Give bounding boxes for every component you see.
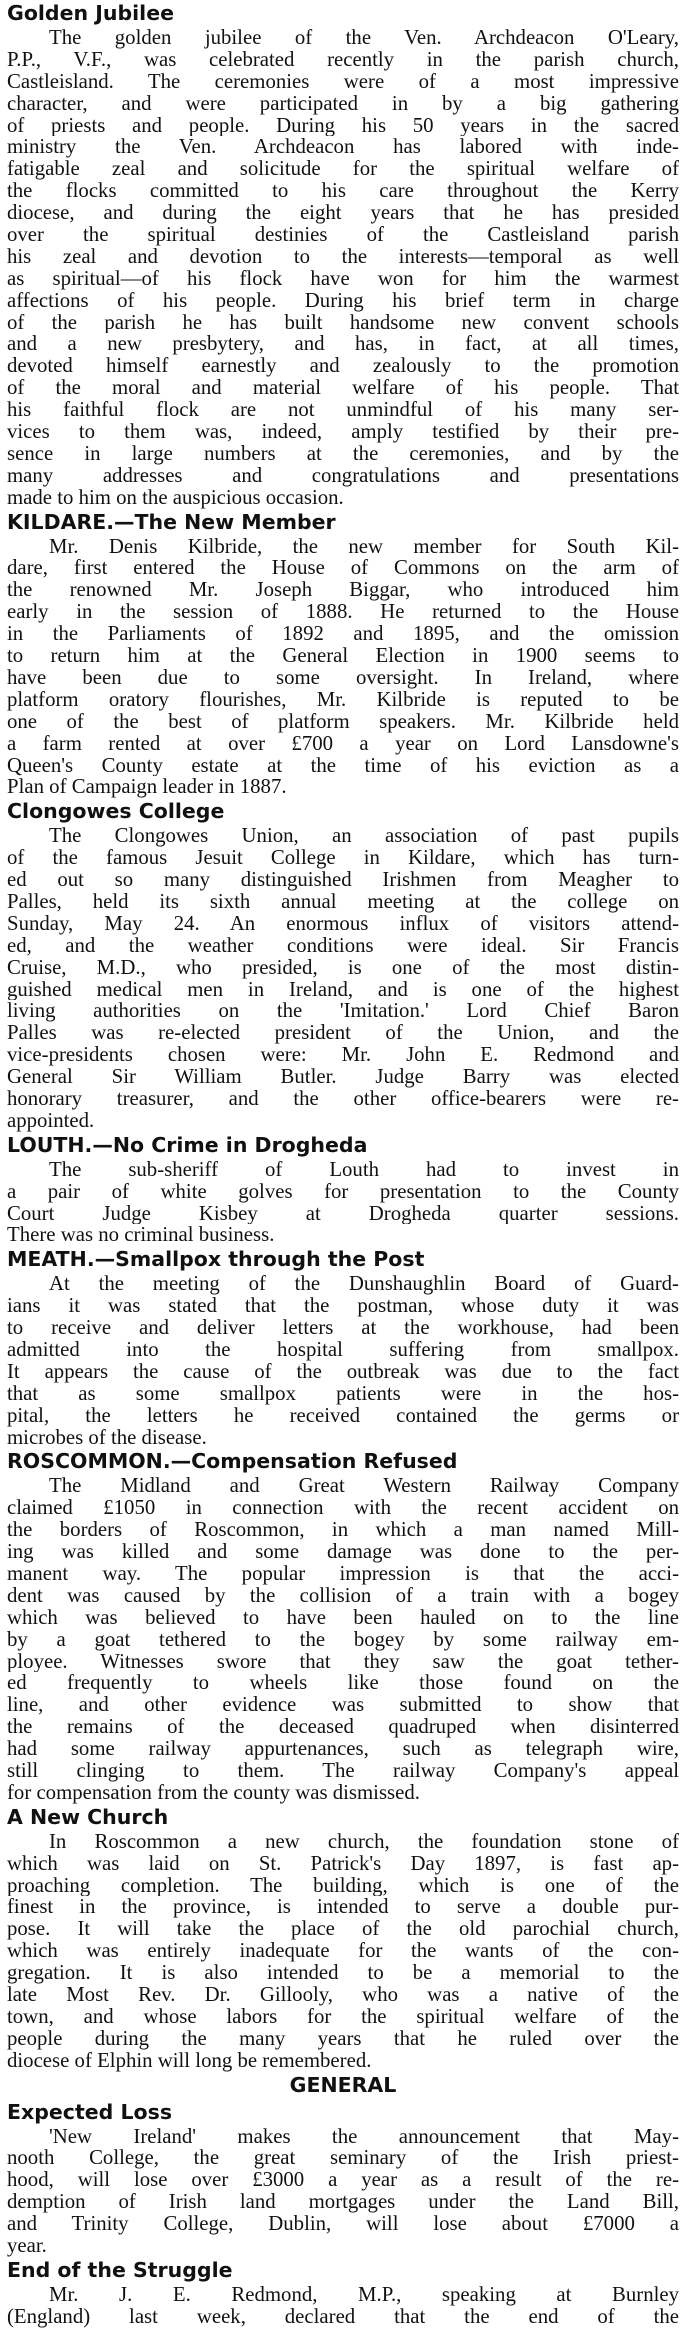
text-line: for compensation from the county was dismissed. bbox=[7, 1781, 420, 1804]
text-line: in the Parliaments of 1892 and 1895, and the omission bbox=[7, 623, 679, 646]
text-line: ed out so many distinguished Irishmen from Meagher to bbox=[7, 869, 679, 891]
text-line: over the spiritual destinies of the Castleisland parish bbox=[7, 224, 679, 246]
text-line: diocese, and during the eight years that he has presided bbox=[7, 202, 679, 225]
text-line: to receive and deliver letters at the workhouse, had been bbox=[7, 1317, 679, 1339]
text-line: town, and whose labors for the spiritual welfare of the bbox=[7, 2005, 679, 2028]
text-line: have been due to some oversight. In Ireland, where bbox=[7, 666, 679, 689]
article bbox=[7, 2099, 679, 2257]
text-line: the flocks committed to his care throughout the Kerry bbox=[7, 180, 679, 203]
text-line: the borders of Roscommon, in which a man named Mill- bbox=[7, 1519, 679, 1542]
article bbox=[7, 1448, 679, 1803]
text-line: demption of Irish land mortgages under the Land Bill, bbox=[7, 2191, 679, 2214]
text-line: ed, and the weather conditions were ideal. Sir Francis bbox=[7, 934, 679, 957]
text-line: At the meeting of the Dunshaughlin Board of Guard- bbox=[49, 1273, 679, 1296]
text-line: Queen's County estate at the time of his eviction as a bbox=[7, 754, 679, 777]
text-line: sence in large numbers at the ceremonies, and by the bbox=[7, 442, 679, 465]
text-line: Court Judge Kisbey at Drogheda quarter sessions. bbox=[7, 1202, 679, 1225]
article-heading: End of the Struggle bbox=[7, 2257, 233, 2282]
text-line: to return him at the General Election in 1900 seems to bbox=[7, 645, 679, 667]
article-body bbox=[7, 1273, 679, 1448]
text-line: affections of his people. During his brief term in charge bbox=[7, 289, 679, 312]
article-heading: Clongowes College bbox=[7, 799, 225, 824]
article-heading: ROSCOMMON.—Compensation Refused bbox=[7, 1449, 458, 1474]
text-line: Palles, held its sixth annual meeting at the college on bbox=[7, 890, 679, 913]
text-line: a farm rented at over £700 a year on Lord Lansdowne's bbox=[7, 732, 679, 755]
article-body bbox=[7, 2284, 679, 2328]
text-line: vice-presidents chosen were: Mr. John E. Redmond and bbox=[7, 1044, 679, 1067]
text-line: honorary treasurer, and the other office-bearers were re- bbox=[7, 1087, 679, 1110]
text-line: his faithful flock are not unmindful of his many ser- bbox=[7, 399, 679, 422]
text-line: of priests and people. During his 50 years in the sacred bbox=[7, 114, 679, 137]
text-line: living authorities on the 'Imitation.' Lord Chief Baron bbox=[7, 1000, 679, 1023]
text-line: There was no criminal business. bbox=[7, 1224, 275, 1247]
text-line: In Roscommon a new church, the foundation stone of bbox=[49, 1830, 679, 1853]
article-heading: A New Church bbox=[7, 1804, 169, 1829]
text-line: admitted into the hospital suffering from smallpox. bbox=[7, 1338, 679, 1361]
article-heading: MEATH.—Smallpox through the Post bbox=[7, 1247, 425, 1272]
text-line: gregation. It is also intended to be a memorial to the bbox=[7, 1962, 679, 1985]
article bbox=[7, 0, 679, 509]
section-heading: GENERAL bbox=[289, 2072, 397, 2097]
text-line: as spiritual—of his flock have won for him the warmest bbox=[7, 267, 679, 290]
text-line: ing was killed and some damage was done to the per- bbox=[7, 1541, 679, 1563]
text-line: and Trinity College, Dublin, will lose about £7000 a bbox=[7, 2213, 679, 2236]
text-line: nooth College, the great seminary of the Irish priest- bbox=[7, 2147, 679, 2170]
text-line: of the parish he has built handsome new convent schools bbox=[7, 311, 679, 334]
text-line: fatigable zeal and solicitude for the spiritual welfare of bbox=[7, 158, 679, 181]
article bbox=[7, 1804, 679, 2072]
text-line: finest in the province, is intended to serve a double pur- bbox=[7, 1896, 679, 1919]
text-line: manent way. The popular impression is that the acci- bbox=[7, 1563, 679, 1585]
text-line: It appears the cause of the outbreak was due to the fact bbox=[7, 1360, 679, 1383]
text-line: and a new presbytery, and has, in fact, at all times, bbox=[7, 333, 679, 356]
article bbox=[7, 2257, 679, 2328]
text-line: which was entirely inadequate for the wants of the con- bbox=[7, 1940, 679, 1963]
text-line: proaching completion. The building, which is one of the bbox=[7, 1874, 679, 1897]
text-line: people during the many years that he ruled over the bbox=[7, 2027, 679, 2050]
article-heading: Golden Jubilee bbox=[7, 1, 175, 25]
article bbox=[7, 509, 679, 799]
text-line: a pair of white golves for presentation to the County bbox=[7, 1180, 679, 1203]
text-line: The sub-sheriff of Louth had to invest in bbox=[49, 1158, 679, 1181]
text-line: by a goat tethered to the bogey by some railway em- bbox=[7, 1628, 679, 1651]
article-heading: LOUTH.—No Crime in Drogheda bbox=[7, 1132, 368, 1157]
text-line: dent was caused by the collision of a train with a bogey bbox=[7, 1584, 679, 1607]
text-line: of the moral and material welfare of his people. That bbox=[7, 377, 679, 400]
article-heading: Expected Loss bbox=[7, 2099, 173, 2124]
text-line: pital, the letters he received contained the germs or bbox=[7, 1404, 679, 1427]
text-line: which was believed to have been hauled on to the line bbox=[7, 1606, 679, 1629]
text-line: ed frequently to wheels like those found on the bbox=[7, 1672, 679, 1695]
text-line: claimed £1050 in connection with the recent accident on bbox=[7, 1497, 679, 1520]
article-body bbox=[7, 1475, 679, 1803]
text-line: many addresses and congratulations and presentations bbox=[7, 464, 679, 487]
text-line: microbes of the disease. bbox=[7, 1426, 207, 1449]
text-line: Castleisland. The ceremonies were of a most impressive bbox=[7, 70, 679, 93]
text-line: Sunday, May 24. An enormous influx of visitors attend- bbox=[7, 912, 679, 935]
article-body bbox=[7, 536, 679, 799]
text-line: guished medical men in Ireland, and is one of the highest bbox=[7, 978, 679, 1001]
text-line: Mr. J. E. Redmond, M.P., speaking at Burnley bbox=[49, 2283, 679, 2306]
text-line: early in the session of 1888. He returned to the House bbox=[7, 601, 679, 624]
text-line: his zeal and devotion to the interests—temporal as well bbox=[7, 245, 679, 268]
text-line: appointed. bbox=[7, 1109, 95, 1132]
text-line: 'New Ireland' makes the announcement that May- bbox=[49, 2125, 679, 2148]
text-line: hood, will lose over £3000 a year as a result of the re- bbox=[7, 2169, 679, 2192]
text-line: diocese of Elphin will long be remembered. bbox=[7, 2049, 372, 2072]
article-body bbox=[7, 27, 679, 509]
text-line: which was laid on St. Patrick's Day 1897, is fast ap- bbox=[7, 1852, 679, 1875]
text-line: pose. It will take the place of the old parochial church, bbox=[7, 1918, 679, 1941]
text-line: the renowned Mr. Joseph Biggar, who introduced him bbox=[7, 579, 679, 602]
article-heading: KILDARE.—The New Member bbox=[7, 509, 336, 534]
article-body bbox=[7, 1159, 679, 1247]
text-line: General Sir William Butler. Judge Barry was elected bbox=[7, 1066, 679, 1088]
text-line: ians it was stated that the postman, whose duty it was bbox=[7, 1295, 679, 1318]
text-line: platform oratory flourishes, Mr. Kilbride is reputed to be bbox=[7, 688, 679, 711]
article bbox=[7, 1246, 679, 1448]
text-line: one of the best of platform speakers. Mr. Kilbride held bbox=[7, 710, 679, 733]
text-line: ployee. Witnesses swore that they saw the goat tether- bbox=[7, 1650, 679, 1673]
text-line: Mr. Denis Kilbride, the new member for South Kil- bbox=[49, 535, 679, 558]
text-line: vices to them was, indeed, amply testified by their pre- bbox=[7, 421, 679, 443]
text-line: devoted himself earnestly and zealously to the promotion bbox=[7, 355, 679, 378]
text-line: (England) last week, declared that the end of the bbox=[7, 2305, 679, 2328]
text-line: still clinging to them. The railway Company's appeal bbox=[7, 1760, 679, 1782]
article-body bbox=[7, 1831, 679, 2072]
text-line: that as some smallpox patients were in the hos- bbox=[7, 1382, 679, 1405]
text-line: Palles was re-elected president of the Union, and the bbox=[7, 1022, 679, 1045]
article bbox=[7, 798, 679, 1131]
text-line: The golden jubilee of the Ven. Archdeacon O'Leary, bbox=[49, 27, 679, 49]
article bbox=[7, 2072, 679, 2099]
article bbox=[7, 1132, 679, 1247]
text-line: ministry the Ven. Archdeacon has labored with inde- bbox=[7, 136, 679, 159]
article-body bbox=[7, 825, 679, 1131]
text-line: had some railway appurtenances, such as telegraph wire, bbox=[7, 1738, 679, 1761]
text-line: dare, first entered the House of Commons on the arm of bbox=[7, 557, 679, 580]
text-line: made to him on the auspicious occasion. bbox=[7, 486, 344, 509]
text-line: The Midland and Great Western Railway Company bbox=[49, 1475, 679, 1498]
text-line: line, and other evidence was submitted to show that bbox=[7, 1694, 679, 1717]
text-line: year. bbox=[7, 2235, 47, 2257]
text-line: P.P., V.F., was celebrated recently in the parish church, bbox=[7, 48, 679, 71]
text-line: late Most Rev. Dr. Gillooly, who was a native of the bbox=[7, 1984, 679, 2006]
text-line: of the famous Jesuit College in Kildare, which has turn- bbox=[7, 847, 679, 870]
text-line: The Clongowes Union, an association of past pupils bbox=[49, 825, 679, 848]
text-line: the remains of the deceased quadruped when disinterred bbox=[7, 1716, 679, 1739]
text-line: character, and were participated in by a big gathering bbox=[7, 92, 679, 115]
text-line: Cruise, M.D., who presided, is one of the most distin- bbox=[7, 956, 679, 979]
text-line: Plan of Campaign leader in 1887. bbox=[7, 776, 287, 799]
article-body bbox=[7, 2126, 679, 2257]
